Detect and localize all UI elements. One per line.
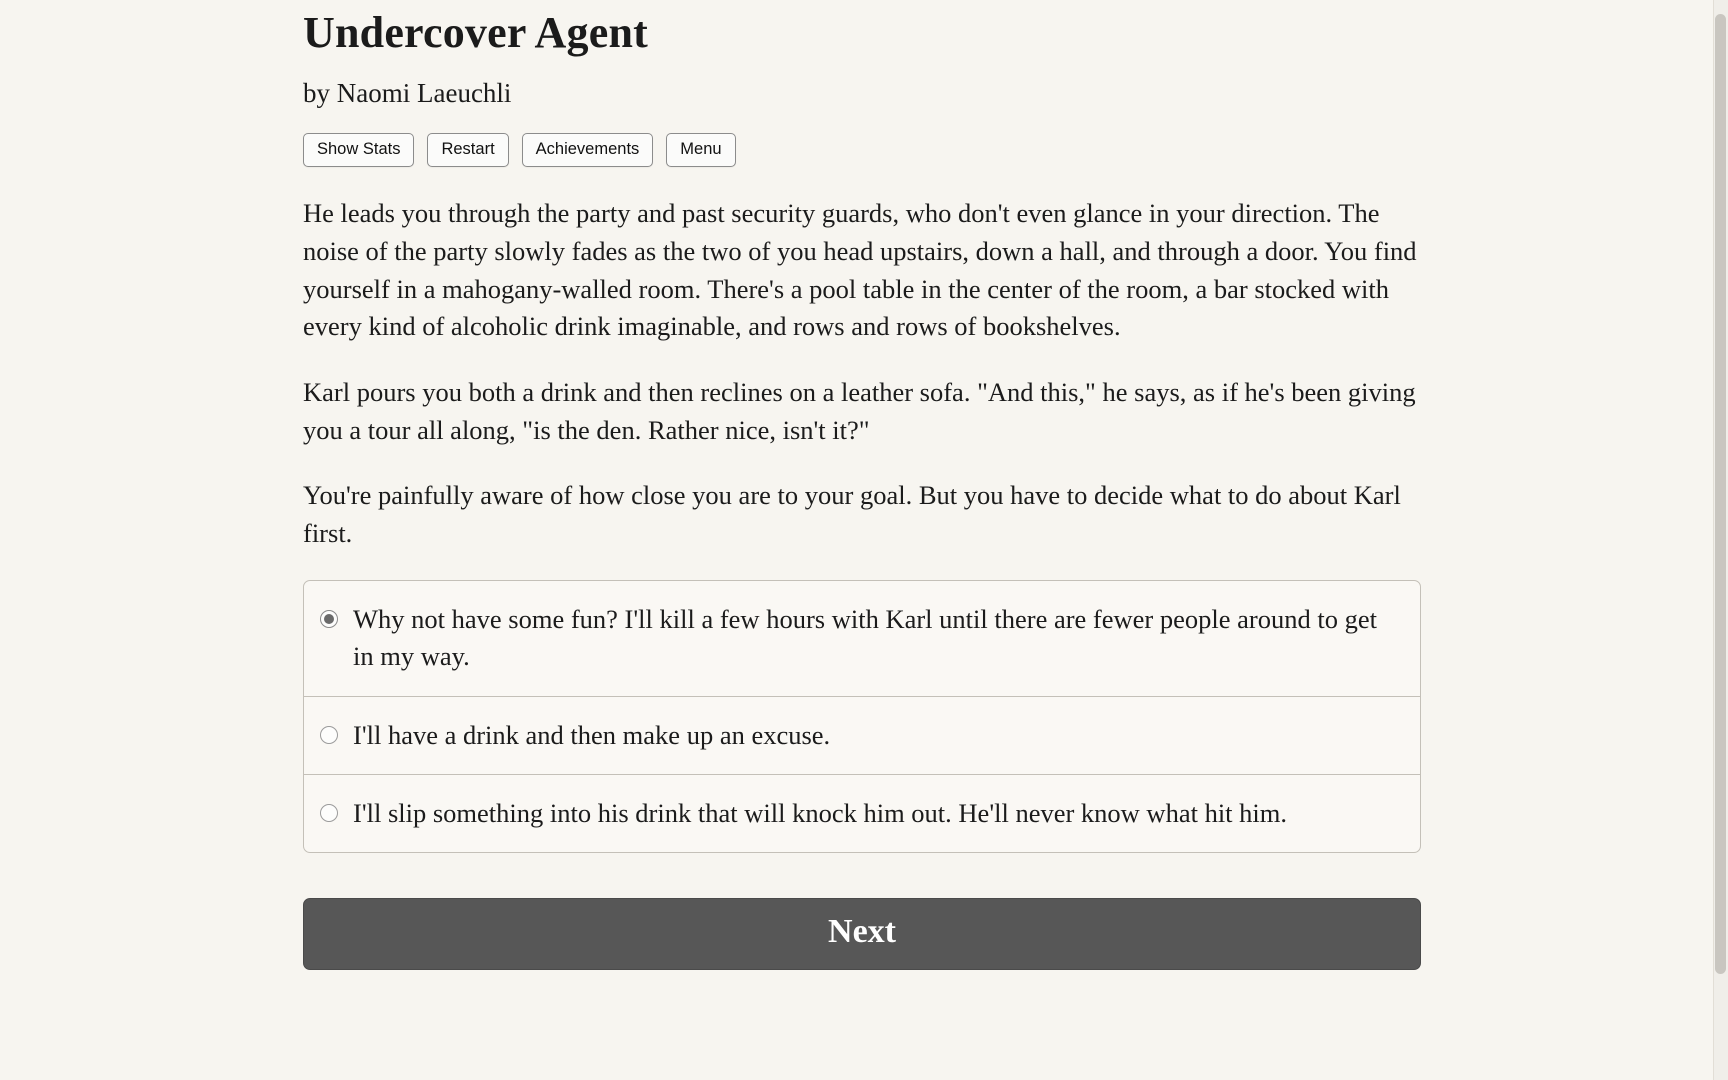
- next-button[interactable]: Next: [303, 898, 1421, 970]
- achievements-button[interactable]: Achievements: [522, 133, 654, 168]
- scrollbar[interactable]: [1713, 0, 1728, 1080]
- radio-icon[interactable]: [320, 726, 338, 744]
- story-paragraph: Karl pours you both a drink and then reclines on a leather sofa. "And this," he says, as if he's been giving you a tour all along, "is the den. Rather nice, isn't it?": [303, 376, 1416, 445]
- radio-icon[interactable]: [320, 610, 338, 628]
- choice-list: [303, 580, 1421, 852]
- story-paragraph: He leads you through the party and past security guards, who don't even glance in your direction. The noise of the party slowly fades as the two of you head upstairs, down a hall, and through a door. You find yourself in a mahogany-walled room. There's a pool table in the center of the room, a bar stocked with every kind of alcoholic drink imaginable, and rows and rows of bookshelves.: [303, 198, 1417, 342]
- choice-option[interactable]: [304, 581, 1420, 696]
- story-paragraph: You're painfully aware of how close you are to your goal. But you have to decide what to do about Karl first.: [303, 480, 1401, 548]
- restart-button[interactable]: Restart: [427, 133, 508, 168]
- choice-label: I'll have a drink and then make up an excuse.: [353, 719, 831, 750]
- game-toolbar: [303, 133, 1423, 168]
- show-stats-button[interactable]: Show Stats: [303, 133, 414, 168]
- choice-option[interactable]: [304, 697, 1420, 775]
- story-text: [303, 195, 1423, 552]
- author-byline: by Naomi Laeuchli: [303, 77, 512, 108]
- choice-label: Why not have some fun? I'll kill a few hours with Karl until there are fewer people around to get in my way.: [353, 604, 1377, 672]
- menu-button[interactable]: Menu: [666, 133, 735, 168]
- radio-icon[interactable]: [320, 804, 338, 822]
- scrollbar-thumb[interactable]: [1715, 14, 1726, 974]
- story-container: [303, 0, 1423, 970]
- page-title: Undercover Agent: [303, 8, 648, 57]
- choice-label: I'll slip something into his drink that will knock him out. He'll never know what hit him.: [353, 797, 1288, 828]
- choice-option[interactable]: [304, 775, 1420, 852]
